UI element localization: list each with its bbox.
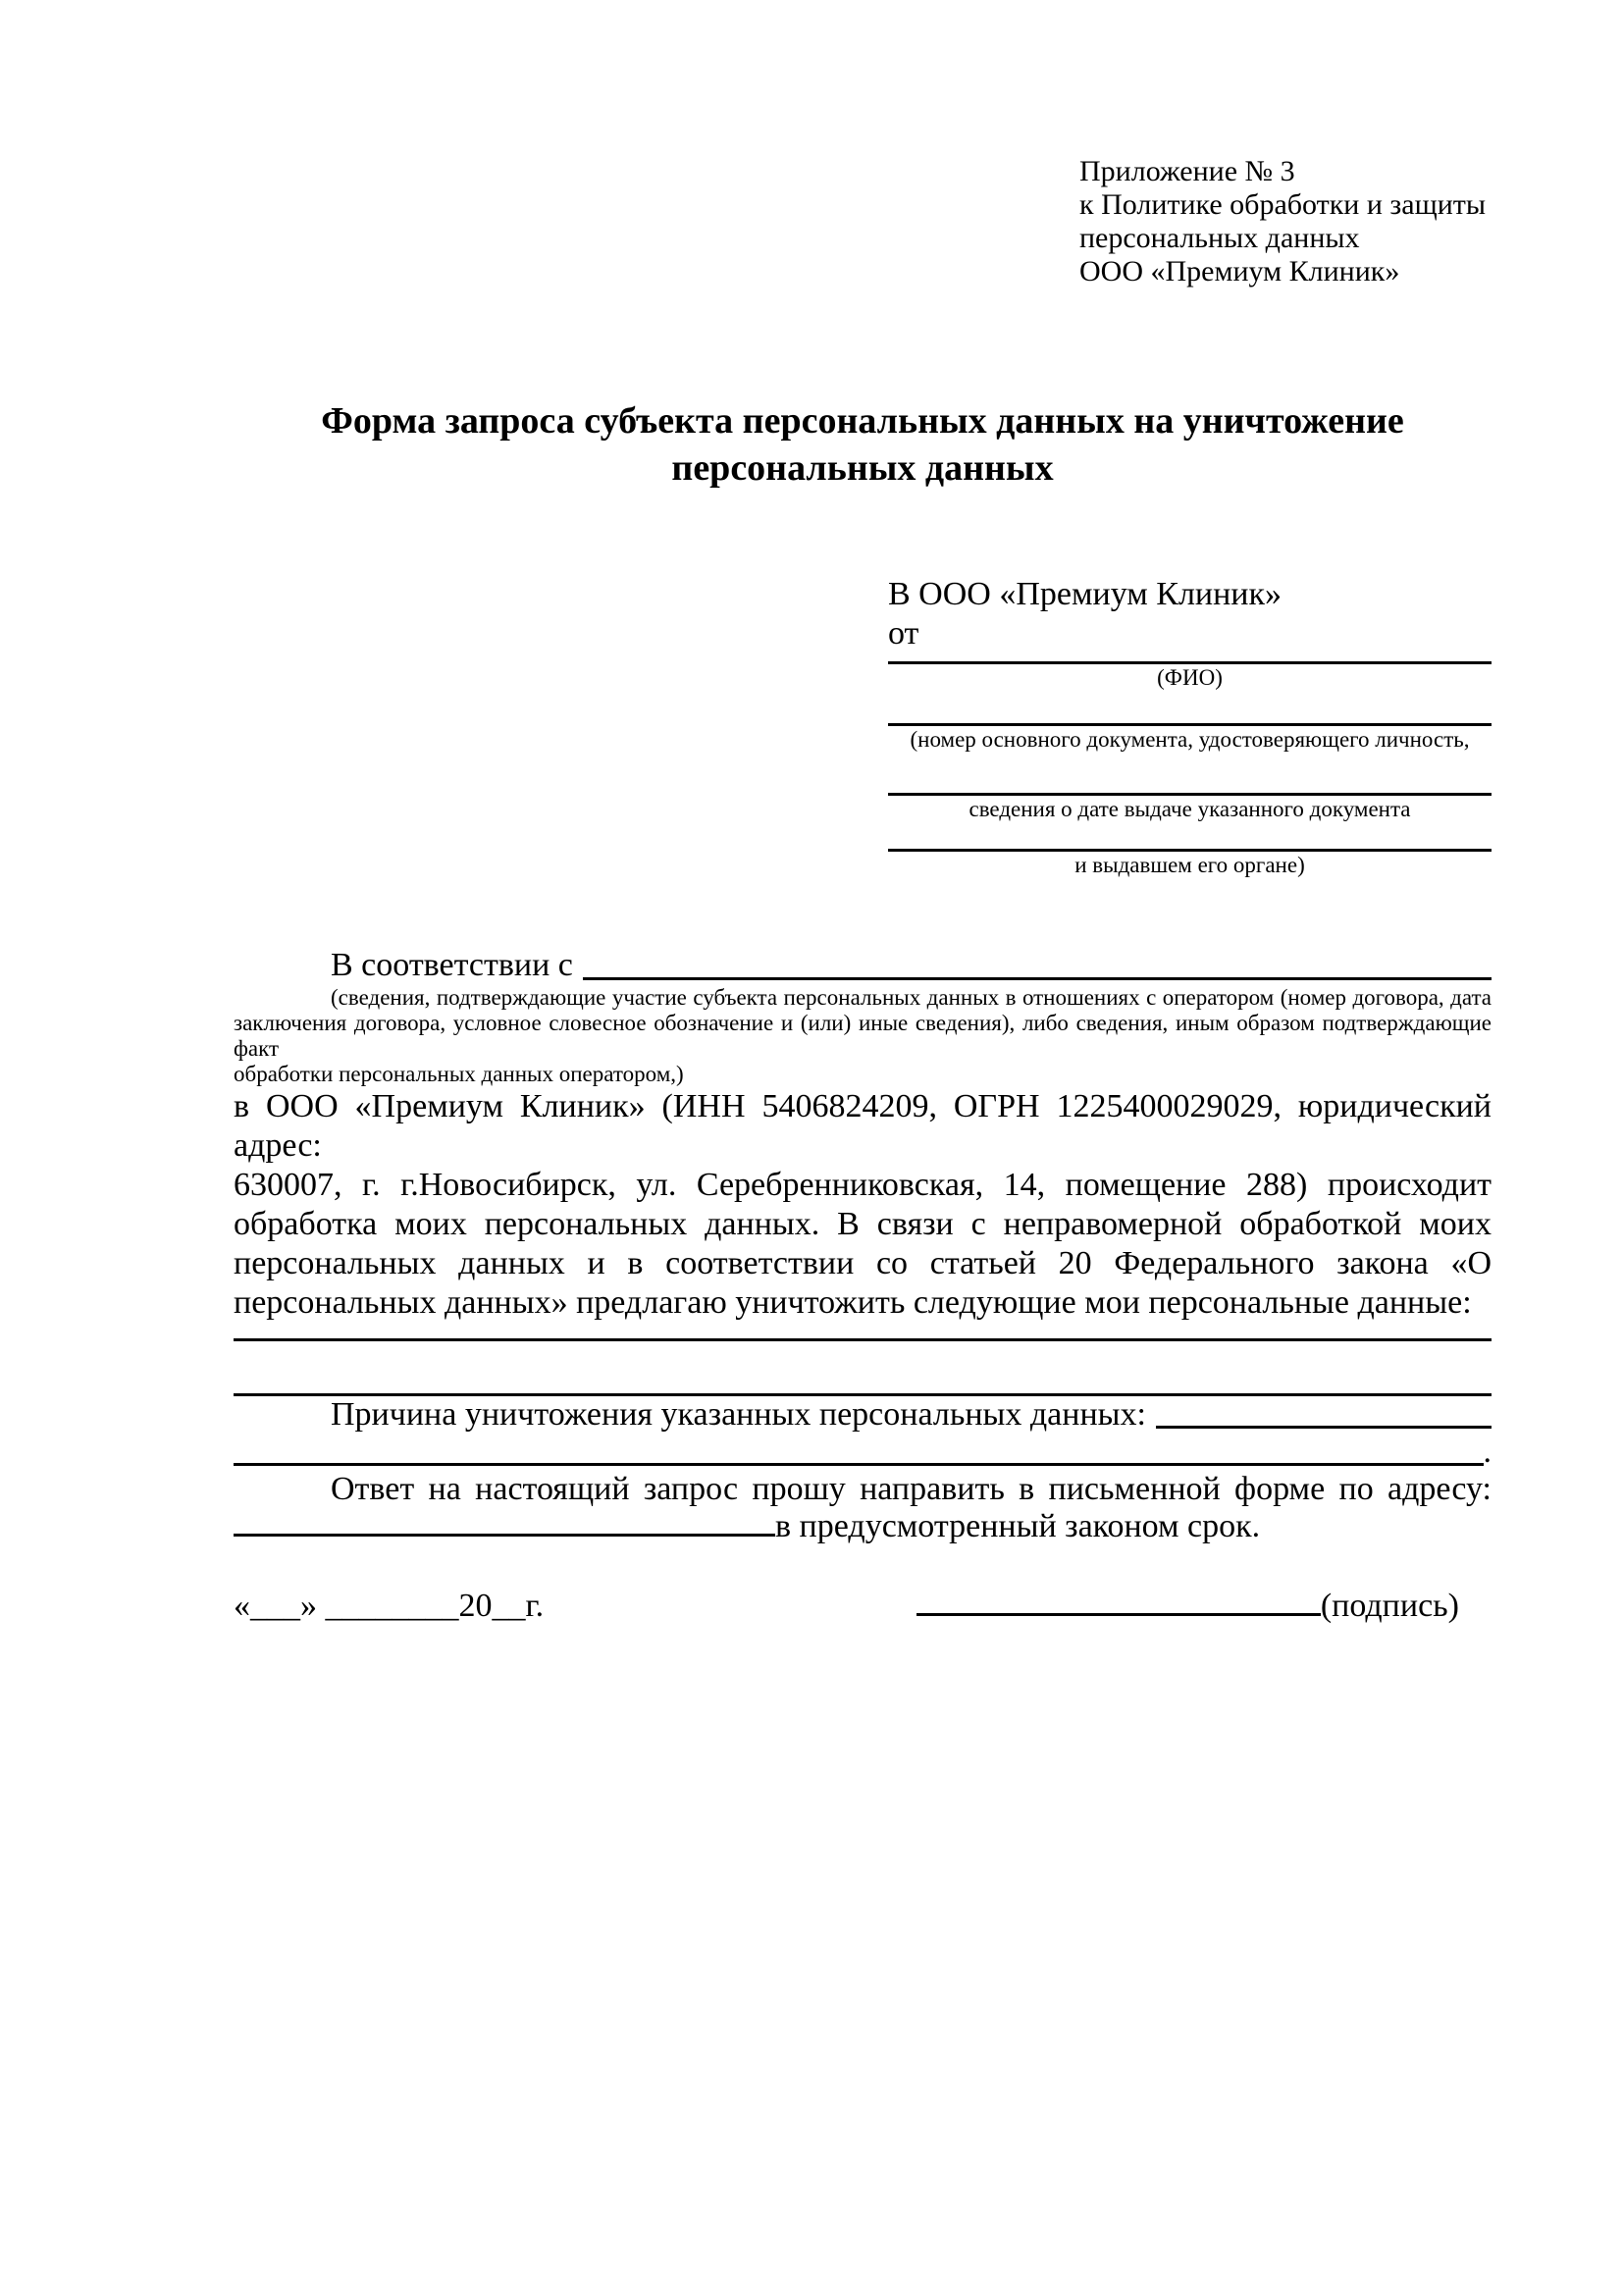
addressee-from-label: от [888,615,919,652]
main-paragraph [234,1087,1492,1323]
response-address-row [234,1508,1492,1545]
reason-row [234,1396,1492,1434]
accordance-blank-line [583,977,1492,980]
reason-label: Причина уничтожения указанных персональных данных: [331,1396,1146,1433]
signature-caption: (подпись) [1320,1588,1459,1624]
text-line: персональных данных и в соответствии со статьей 20 Федерального закона «О [234,1245,1492,1281]
signature-group [916,1587,1459,1626]
document-title: Форма запроса субъекта персональных данных на уничтожение персональных данных [321,400,1404,489]
text-line: (сведения, подтверждающие участие субъекта персональных данных в отношениях с оператором (номер договора, дата [331,985,1492,1010]
issuing-authority-caption: и выдавшем его органе) [1074,853,1305,877]
addressee-organization: В ООО «Премиум Клиник» [888,576,1283,612]
text-line: в ООО «Премиум Клиник» (ИНН 5406824209, ОГРН 1225400029029, юридический адрес: [234,1088,1492,1164]
accordance-footnote [234,985,1492,1087]
date-signature-row [234,1587,1492,1626]
reason-blank-line [1156,1426,1492,1429]
response-suffix: в предусмотренный законом срок. [775,1508,1261,1544]
line-end-period: . [1483,1434,1492,1470]
accordance-label: В соответствии с [331,947,573,983]
text-line: 630007, г. г.Новосибирск, ул. Серебренниковская, 14, помещение 288) происходит [234,1167,1492,1203]
document-number-caption: (номер основного документа, удостоверяющего личность, [910,727,1470,752]
appendix-header [1079,155,1492,288]
signature-blank-line [916,1588,1321,1616]
accordance-row [234,946,1492,985]
text-line: к Политике обработки и защиты [1079,188,1487,221]
personal-data-blank-line-1 [234,1323,1492,1341]
address-blank-line [234,1508,775,1537]
text-line: ООО «Премиум Клиник» [1079,255,1400,287]
personal-data-blank-line-2 [234,1341,1492,1396]
text-line: персональных данных» предлагаю уничтожить следующие мои персональные данные: [234,1284,1472,1321]
addressee-block [888,575,1492,879]
date-blank: «___» ________20__г. [234,1588,545,1624]
reason-blank-line-2 [234,1463,1484,1466]
text-line: Приложение № 3 [1079,155,1295,187]
text-line: заключения договора, условное словесное обозначение и (или) иные сведения), либо сведения, иным образом подтверждающие факт [234,1011,1492,1061]
text-line: обработка моих персональных данных. В связи с неправомерной обработкой моих [234,1206,1492,1242]
text-line: обработки персональных данных оператором,) [234,1062,684,1086]
issue-date-caption: сведения о дате выдаче указанного документа [969,797,1411,821]
reason-continuation-row [234,1434,1492,1471]
text-line: персональных данных [1079,222,1360,254]
fio-caption: (ФИО) [1157,665,1223,690]
response-request-line: Ответ на настоящий запрос прошу направить в письменной форме по адресу: [331,1471,1492,1507]
